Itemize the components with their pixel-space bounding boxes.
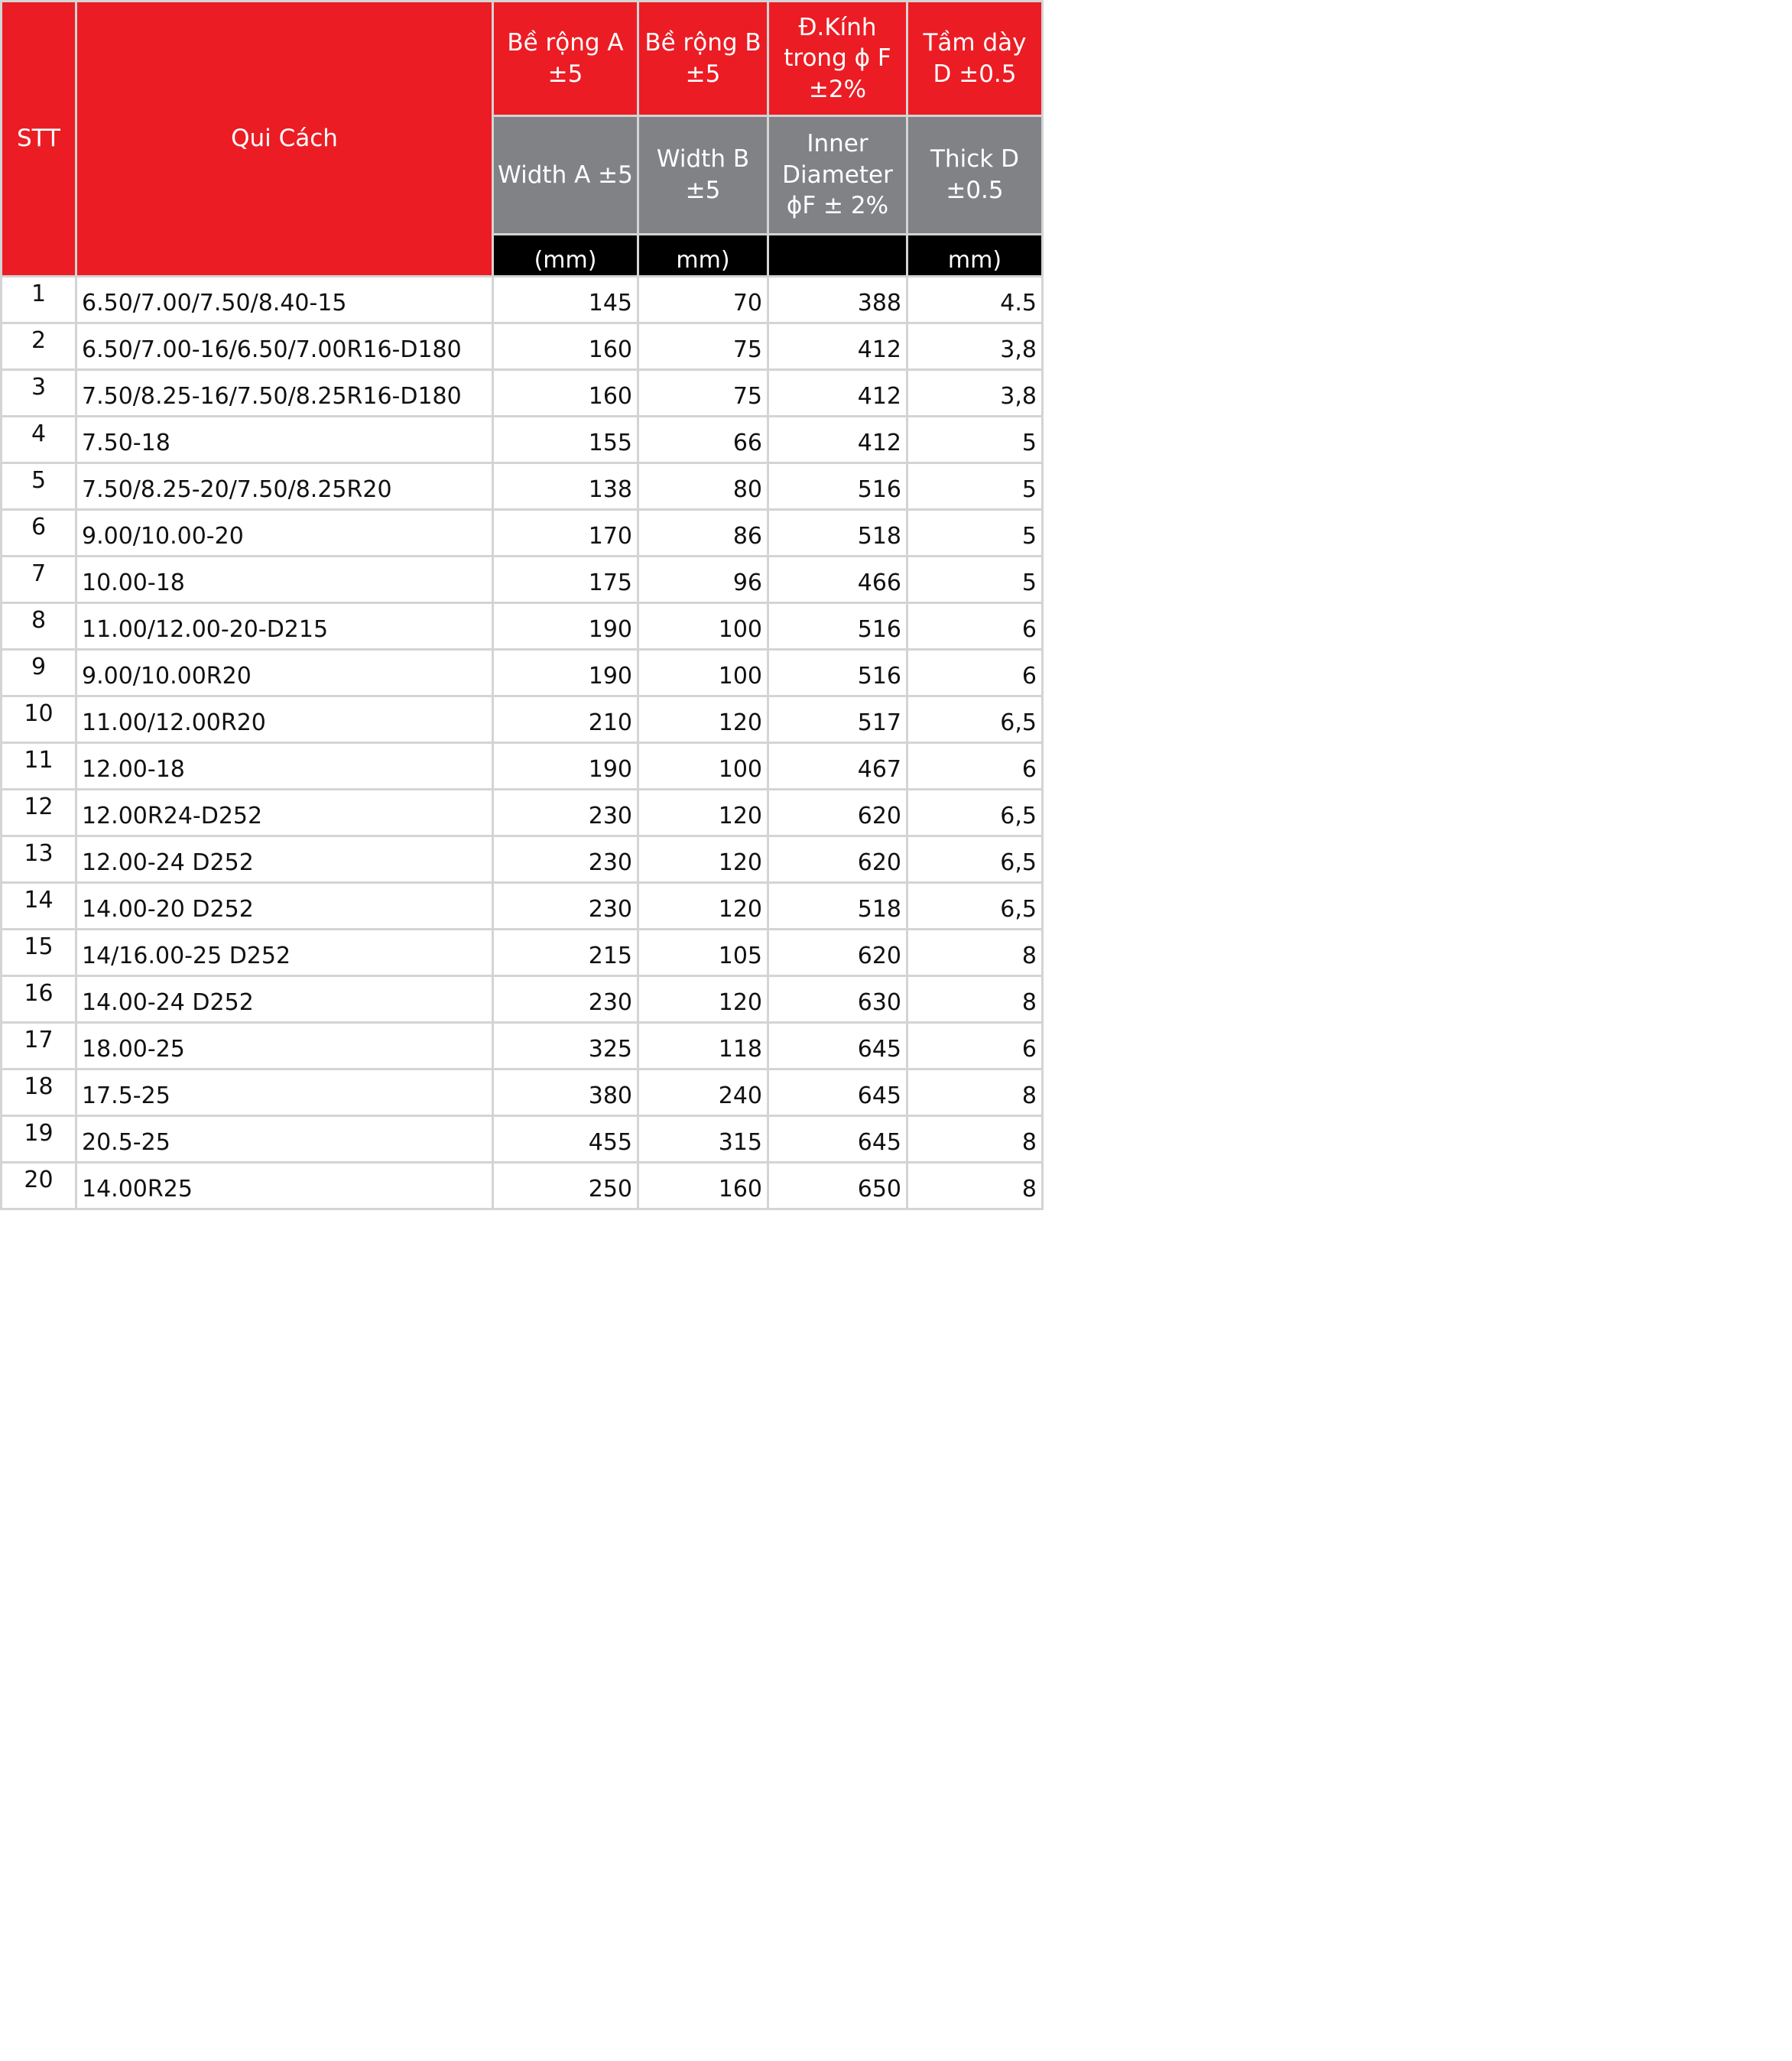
cell-inner-diameter: 412 [768, 323, 907, 370]
cell-stt: 16 [2, 976, 76, 1023]
header-col-d-vi [907, 2, 1043, 116]
header-line: Width B [656, 145, 750, 174]
table-row [2, 603, 1043, 650]
cell-width-b: 80 [638, 463, 768, 510]
cell-width-a: 215 [493, 930, 638, 976]
cell-width-b: 160 [638, 1163, 768, 1209]
cell-thick-d: 8 [907, 1163, 1043, 1209]
cell-width-a: 160 [493, 323, 638, 370]
cell-thick-d: 3,8 [907, 323, 1043, 370]
header-unit-d: mm) [907, 235, 1043, 277]
cell-spec: 14/16.00-25 D252 [76, 930, 493, 976]
cell-thick-d: 5 [907, 463, 1043, 510]
cell-width-a: 190 [493, 743, 638, 790]
table-row [2, 836, 1043, 883]
cell-inner-diameter: 517 [768, 696, 907, 743]
cell-width-b: 120 [638, 976, 768, 1023]
cell-inner-diameter: 650 [768, 1163, 907, 1209]
cell-spec: 12.00-18 [76, 743, 493, 790]
cell-inner-diameter: 518 [768, 883, 907, 930]
table-row [2, 743, 1043, 790]
cell-width-a: 170 [493, 510, 638, 557]
cell-width-a: 175 [493, 557, 638, 603]
cell-spec: 10.00-18 [76, 557, 493, 603]
cell-width-b: 118 [638, 1023, 768, 1069]
cell-width-a: 380 [493, 1069, 638, 1116]
cell-width-b: 120 [638, 883, 768, 930]
cell-stt: 14 [2, 883, 76, 930]
cell-width-b: 100 [638, 743, 768, 790]
cell-stt: 12 [2, 790, 76, 836]
cell-stt: 2 [2, 323, 76, 370]
header-line: ϕF ± 2% [786, 192, 889, 220]
cell-thick-d: 3,8 [907, 370, 1043, 417]
cell-width-a: 160 [493, 370, 638, 417]
header-col-a-vi [493, 2, 638, 116]
cell-spec: 9.00/10.00R20 [76, 650, 493, 696]
header-col-b-vi [638, 2, 768, 116]
cell-width-a: 230 [493, 836, 638, 883]
cell-stt: 7 [2, 557, 76, 603]
header-col-f-en [768, 116, 907, 235]
cell-inner-diameter: 620 [768, 790, 907, 836]
cell-width-a: 138 [493, 463, 638, 510]
header-col-b-en [638, 116, 768, 235]
cell-spec: 18.00-25 [76, 1023, 493, 1069]
table-row [2, 510, 1043, 557]
cell-width-a: 230 [493, 790, 638, 836]
table-row [2, 790, 1043, 836]
cell-stt: 11 [2, 743, 76, 790]
cell-width-b: 315 [638, 1116, 768, 1163]
table-body [2, 277, 1043, 1209]
cell-inner-diameter: 412 [768, 370, 907, 417]
cell-thick-d: 6 [907, 650, 1043, 696]
table-row [2, 1069, 1043, 1116]
header-line: trong ϕ F [784, 44, 891, 73]
cell-thick-d: 6,5 [907, 696, 1043, 743]
table-row [2, 417, 1043, 463]
cell-width-b: 86 [638, 510, 768, 557]
cell-stt: 19 [2, 1116, 76, 1163]
cell-inner-diameter: 645 [768, 1023, 907, 1069]
table-row [2, 976, 1043, 1023]
cell-inner-diameter: 467 [768, 743, 907, 790]
cell-thick-d: 5 [907, 557, 1043, 603]
cell-stt: 18 [2, 1069, 76, 1116]
header-line: Inner [807, 129, 868, 157]
cell-inner-diameter: 620 [768, 930, 907, 976]
table-row [2, 323, 1043, 370]
table-header [2, 2, 1043, 277]
header-line: ±2% [808, 75, 867, 103]
cell-thick-d: 5 [907, 417, 1043, 463]
cell-width-b: 75 [638, 370, 768, 417]
header-stt: STT [2, 2, 76, 277]
cell-stt: 10 [2, 696, 76, 743]
cell-spec: 12.00-24 D252 [76, 836, 493, 883]
cell-inner-diameter: 645 [768, 1116, 907, 1163]
table-row [2, 463, 1043, 510]
header-unit-f [768, 235, 907, 277]
table-row [2, 1116, 1043, 1163]
cell-spec: 7.50/8.25-20/7.50/8.25R20 [76, 463, 493, 510]
cell-inner-diameter: 388 [768, 277, 907, 323]
cell-width-b: 240 [638, 1069, 768, 1116]
header-line: ±5 [685, 177, 721, 204]
table-row [2, 277, 1043, 323]
cell-stt: 13 [2, 836, 76, 883]
cell-inner-diameter: 516 [768, 603, 907, 650]
cell-width-a: 155 [493, 417, 638, 463]
cell-width-b: 66 [638, 417, 768, 463]
cell-spec: 14.00R25 [76, 1163, 493, 1209]
cell-spec: 6.50/7.00-16/6.50/7.00R16-D180 [76, 323, 493, 370]
cell-width-b: 120 [638, 696, 768, 743]
header-line: Diameter [782, 161, 893, 189]
table-row [2, 883, 1043, 930]
cell-thick-d: 6 [907, 743, 1043, 790]
cell-stt: 20 [2, 1163, 76, 1209]
cell-inner-diameter: 516 [768, 650, 907, 696]
cell-width-a: 190 [493, 650, 638, 696]
cell-spec: 7.50-18 [76, 417, 493, 463]
header-line: ±5 [547, 60, 583, 88]
table-row [2, 557, 1043, 603]
cell-width-a: 190 [493, 603, 638, 650]
cell-spec: 11.00/12.00R20 [76, 696, 493, 743]
cell-spec: 7.50/8.25-16/7.50/8.25R16-D180 [76, 370, 493, 417]
cell-stt: 1 [2, 277, 76, 323]
cell-thick-d: 8 [907, 1069, 1043, 1116]
header-unit-b: mm) [638, 235, 768, 277]
cell-width-b: 100 [638, 603, 768, 650]
cell-stt: 17 [2, 1023, 76, 1069]
cell-inner-diameter: 630 [768, 976, 907, 1023]
header-line: D ±0.5 [933, 60, 1017, 88]
spec-table [0, 0, 1044, 1210]
cell-width-b: 120 [638, 790, 768, 836]
cell-thick-d: 6,5 [907, 836, 1043, 883]
cell-width-a: 455 [493, 1116, 638, 1163]
table-row [2, 650, 1043, 696]
cell-width-a: 145 [493, 277, 638, 323]
table-row [2, 370, 1043, 417]
cell-inner-diameter: 516 [768, 463, 907, 510]
cell-stt: 5 [2, 463, 76, 510]
cell-thick-d: 6,5 [907, 883, 1043, 930]
cell-width-a: 250 [493, 1163, 638, 1209]
cell-width-a: 230 [493, 883, 638, 930]
cell-spec: 14.00-20 D252 [76, 883, 493, 930]
header-line: Bề rộng B [644, 29, 761, 57]
cell-spec: 9.00/10.00-20 [76, 510, 493, 557]
cell-spec: 11.00/12.00-20-D215 [76, 603, 493, 650]
cell-thick-d: 5 [907, 510, 1043, 557]
header-spec: Qui Cách [76, 2, 493, 277]
cell-width-a: 230 [493, 976, 638, 1023]
table-row [2, 1023, 1043, 1069]
header-line: Width A ±5 [498, 161, 633, 189]
header-col-d-en [907, 116, 1043, 235]
header-line: ±0.5 [946, 177, 1004, 204]
cell-width-a: 325 [493, 1023, 638, 1069]
header-line: Thick D [930, 145, 1019, 174]
cell-stt: 6 [2, 510, 76, 557]
cell-thick-d: 4.5 [907, 277, 1043, 323]
header-line: Bề rộng A [507, 29, 624, 57]
cell-spec: 17.5-25 [76, 1069, 493, 1116]
cell-width-a: 210 [493, 696, 638, 743]
header-col-f-vi [768, 2, 907, 116]
header-unit-a: (mm) [493, 235, 638, 277]
cell-stt: 4 [2, 417, 76, 463]
header-line: Tầm dày [923, 29, 1027, 57]
cell-spec: 14.00-24 D252 [76, 976, 493, 1023]
cell-spec: 6.50/7.00/7.50/8.40-15 [76, 277, 493, 323]
cell-thick-d: 6 [907, 603, 1043, 650]
cell-spec: 20.5-25 [76, 1116, 493, 1163]
cell-inner-diameter: 645 [768, 1069, 907, 1116]
cell-width-b: 105 [638, 930, 768, 976]
cell-inner-diameter: 518 [768, 510, 907, 557]
cell-thick-d: 6 [907, 1023, 1043, 1069]
table-row [2, 930, 1043, 976]
cell-inner-diameter: 620 [768, 836, 907, 883]
cell-stt: 8 [2, 603, 76, 650]
header-line: ±5 [685, 60, 721, 88]
table-row [2, 1163, 1043, 1209]
cell-stt: 15 [2, 930, 76, 976]
cell-width-b: 96 [638, 557, 768, 603]
cell-thick-d: 8 [907, 976, 1043, 1023]
cell-stt: 9 [2, 650, 76, 696]
cell-inner-diameter: 412 [768, 417, 907, 463]
cell-thick-d: 8 [907, 930, 1043, 976]
table-row [2, 696, 1043, 743]
cell-width-b: 75 [638, 323, 768, 370]
cell-thick-d: 8 [907, 1116, 1043, 1163]
cell-thick-d: 6,5 [907, 790, 1043, 836]
header-col-a-en [493, 116, 638, 235]
header-line: Đ.Kính [798, 14, 877, 42]
cell-width-b: 70 [638, 277, 768, 323]
cell-inner-diameter: 466 [768, 557, 907, 603]
cell-spec: 12.00R24-D252 [76, 790, 493, 836]
cell-width-b: 120 [638, 836, 768, 883]
cell-width-b: 100 [638, 650, 768, 696]
cell-stt: 3 [2, 370, 76, 417]
